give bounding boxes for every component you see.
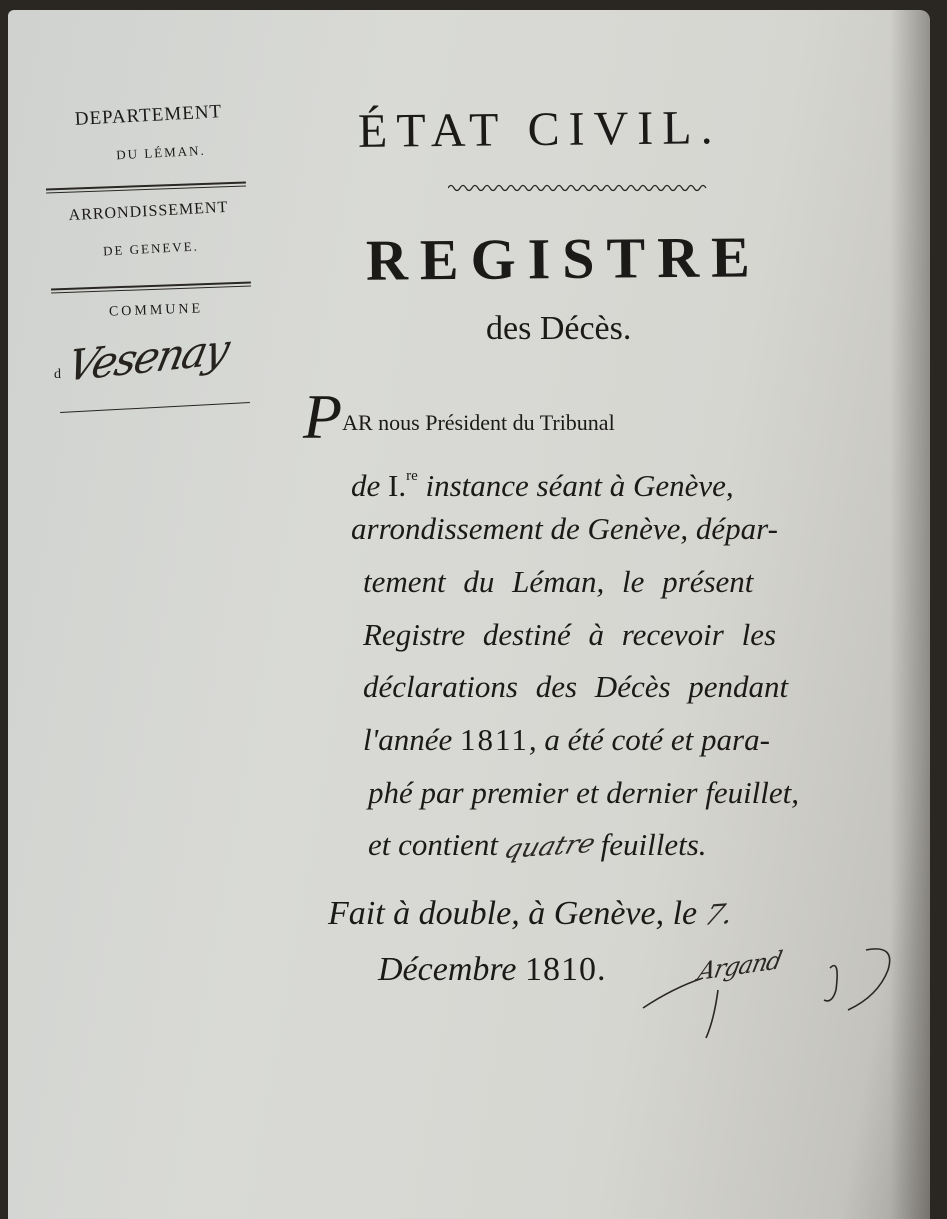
departement-label: DEPARTEMENT bbox=[74, 101, 223, 130]
arrondissement-label: ARRONDISSEMENT bbox=[68, 198, 229, 225]
closing-line-2 bbox=[378, 951, 606, 989]
body-text: de bbox=[351, 468, 389, 503]
body-text: feuillets. bbox=[592, 827, 707, 862]
body-line-8: phé par premier et dernier feuillet, bbox=[368, 775, 800, 810]
body-line-4: tement du Léman, le présent bbox=[363, 564, 754, 599]
arrondissement-name: DE GENEVE. bbox=[102, 238, 200, 259]
commune-prefix: d bbox=[54, 367, 61, 382]
body-text: l'année bbox=[363, 722, 461, 757]
commune-handwritten-name: Vesenay bbox=[63, 323, 233, 392]
departement-name: DU LÉMAN. bbox=[115, 142, 207, 163]
page-title: ÉTAT CIVIL. bbox=[357, 101, 722, 158]
body-superscript: re bbox=[406, 468, 418, 484]
dropcap: P bbox=[303, 381, 343, 452]
body-text: , a été coté et para- bbox=[528, 722, 770, 757]
handwritten-count: quatre bbox=[500, 828, 599, 866]
body-text: instance séant à Genève, bbox=[417, 468, 734, 503]
body-line-3: arrondissement de Genève, dépar- bbox=[351, 511, 778, 546]
body-line-7 bbox=[363, 713, 770, 766]
closing-line-1 bbox=[328, 895, 738, 933]
body-line-5: Registre destiné à recevoir les bbox=[363, 617, 777, 652]
signature-name: Argand bbox=[695, 945, 784, 987]
decorative-squiggle-rule bbox=[448, 182, 708, 194]
handwritten-day: 7. bbox=[700, 897, 738, 932]
document-page bbox=[8, 10, 930, 1219]
commune-underline bbox=[60, 402, 250, 413]
body-ordinal: I. bbox=[388, 468, 407, 503]
register-heading: REGISTRE bbox=[365, 224, 763, 293]
signature bbox=[638, 940, 908, 1040]
commune-label: COMMUNE bbox=[108, 301, 204, 320]
body-year: 1811 bbox=[460, 722, 529, 757]
closing-text: Décembre bbox=[378, 951, 525, 988]
divider-rule bbox=[51, 282, 251, 294]
body-text: et contient bbox=[368, 827, 506, 862]
body-line-6: déclarations des Décès pendant bbox=[363, 669, 789, 704]
body-line-9 bbox=[368, 818, 707, 874]
divider-rule bbox=[46, 182, 246, 194]
closing-year: 1810. bbox=[524, 951, 607, 988]
closing-text: Fait à double, à Genève, le bbox=[328, 895, 706, 932]
register-subheading: des Décès. bbox=[486, 310, 632, 347]
body-line-1 bbox=[303, 381, 615, 452]
body-line-1-text: AR nous Président du Tribunal bbox=[342, 410, 615, 435]
